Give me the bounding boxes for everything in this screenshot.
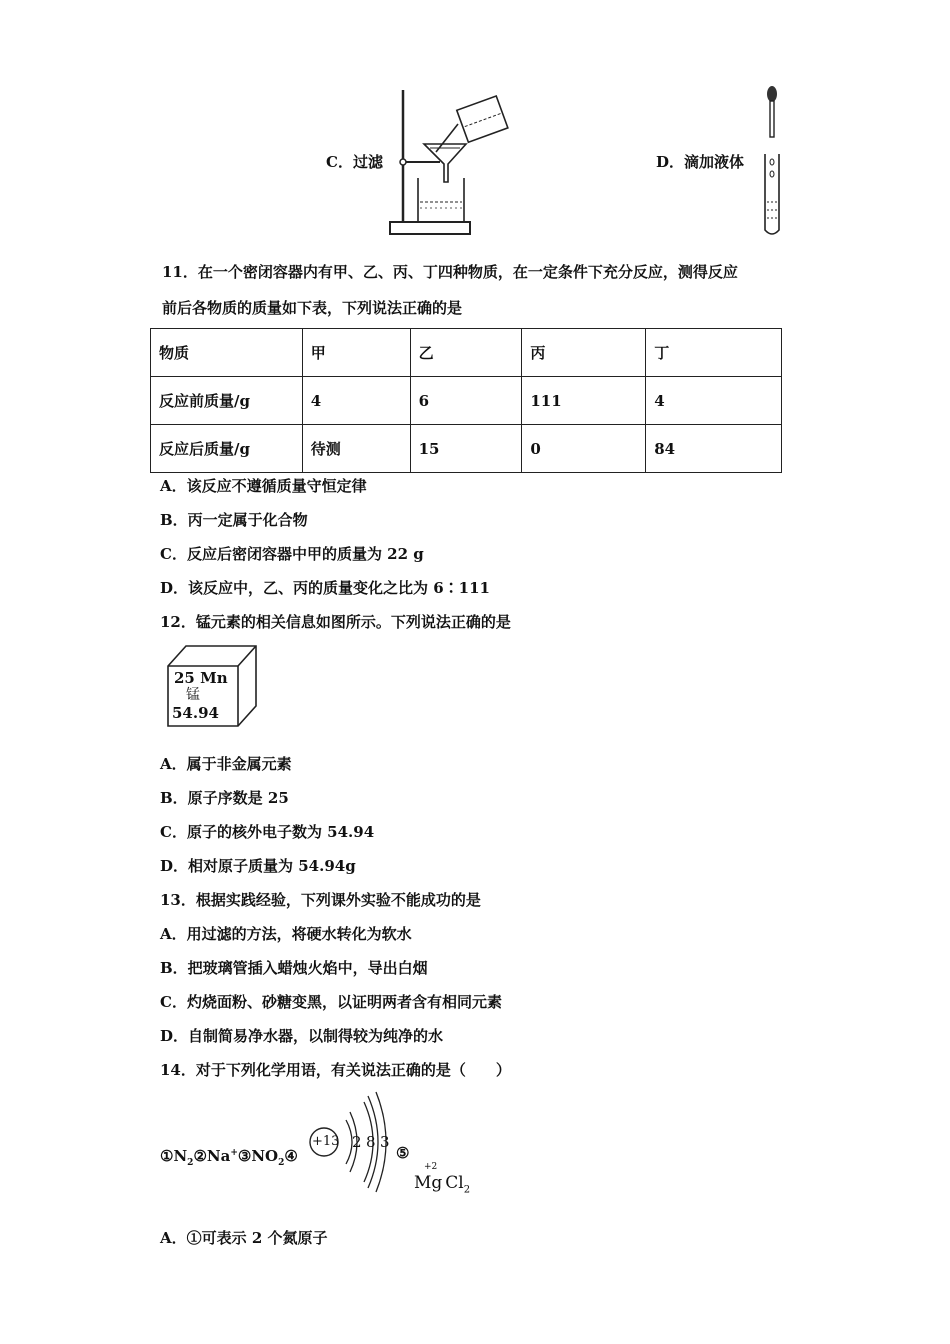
- table-cell: 反应后质量/g: [151, 425, 303, 473]
- shell-electrons: 8: [366, 1133, 376, 1151]
- q13-option-a: A．用过滤的方法，将硬水转化为软水: [160, 925, 412, 943]
- shell-electrons: 3: [380, 1133, 390, 1151]
- element-name: 锰: [186, 687, 200, 703]
- option-d-label: D．滴加液体: [656, 153, 745, 171]
- q11-stem-line1: 11．在一个密闭容器内有甲、乙、丙、丁四种物质，在一定条件下充分反应，测得反应: [162, 263, 738, 281]
- table-header-cell: 乙: [410, 329, 522, 377]
- table-cell: 15: [410, 425, 522, 473]
- table-row: [151, 377, 782, 425]
- q13-option-d: D．自制简易净水器，以制得较为纯净的水: [160, 1027, 444, 1045]
- q11-option-d: D．该反应中，乙、丙的质量变化之比为 6∶111: [160, 579, 490, 597]
- mgcl2-formula: [414, 1173, 470, 1200]
- q13-stem: 13．根据实践经验，下列课外实验不能成功的是: [160, 891, 481, 909]
- dropper-test-tube-figure: [760, 84, 790, 240]
- q14-stem: 14．对于下列化学用语，有关说法正确的是（ ）: [160, 1061, 511, 1079]
- table-cell: 4: [302, 377, 410, 425]
- table-header-row: [151, 329, 782, 377]
- table-header-cell: 丙: [522, 329, 646, 377]
- q13-option-c: C．灼烧面粉、砂糖变黑，以证明两者含有相同元素: [160, 993, 502, 1011]
- q11-option-c: C．反应后密闭容器中甲的质量为 22 g: [160, 545, 424, 563]
- symbol-1: ①N: [160, 1147, 188, 1165]
- symbol-2: ②Na: [193, 1147, 231, 1165]
- q11-option-a: A．该反应不遵循质量守恒定律: [160, 477, 367, 495]
- table-header-cell: 甲: [302, 329, 410, 377]
- cl-subscript: 2: [463, 1184, 471, 1196]
- chemical-symbols: [160, 1143, 298, 1173]
- symbol-2-sup: +: [230, 1148, 238, 1158]
- table-row: [151, 425, 782, 473]
- mg-symbol: Mg: [414, 1173, 443, 1193]
- element-number-symbol: 25 Mn: [174, 669, 228, 687]
- q12-option-a: A．属于非金属元素: [160, 755, 292, 773]
- q11-stem-line2: 前后各物质的质量如下表，下列说法正确的是: [162, 299, 463, 317]
- symbol-4: ④: [284, 1147, 298, 1165]
- q12-option-d: D．相对原子质量为 54.94g: [160, 857, 356, 875]
- cl-symbol: Cl: [445, 1173, 464, 1193]
- symbol-5: ⑤: [396, 1144, 410, 1162]
- symbol-3-sub: 2: [278, 1158, 285, 1168]
- mass-table: [150, 328, 782, 473]
- mg-valence: +2: [424, 1162, 438, 1172]
- table-cell: 反应前质量/g: [151, 377, 303, 425]
- element-mass: 54.94: [172, 704, 219, 722]
- q13-option-b: B．把玻璃管插入蜡烛火焰中，导出白烟: [160, 959, 428, 977]
- q12-option-c: C．原子的核外电子数为 54.94: [160, 823, 375, 841]
- atom-nucleus-charge: +13: [312, 1134, 340, 1149]
- shell-electrons: 2: [352, 1133, 362, 1151]
- filtration-apparatus-figure: [388, 86, 508, 238]
- q12-stem: 12．锰元素的相关信息如图所示。下列说法正确的是: [160, 613, 511, 631]
- table-header-cell: 物质: [151, 329, 303, 377]
- table-cell: 111: [522, 377, 646, 425]
- table-cell: 0: [522, 425, 646, 473]
- q12-option-b: B．原子序数是 25: [160, 789, 289, 807]
- table-cell: 84: [646, 425, 782, 473]
- table-header-cell: 丁: [646, 329, 782, 377]
- table-cell: 待测: [302, 425, 410, 473]
- symbol-1-sub: 2: [187, 1158, 194, 1168]
- table-cell: 6: [410, 377, 522, 425]
- q14-option-a: A．①可表示 2 个氮原子: [160, 1229, 328, 1247]
- table-cell: 4: [646, 377, 782, 425]
- q11-option-b: B．丙一定属于化合物: [160, 511, 308, 529]
- option-c-label: C．过滤: [326, 153, 383, 171]
- symbol-3: ③NO: [237, 1147, 279, 1165]
